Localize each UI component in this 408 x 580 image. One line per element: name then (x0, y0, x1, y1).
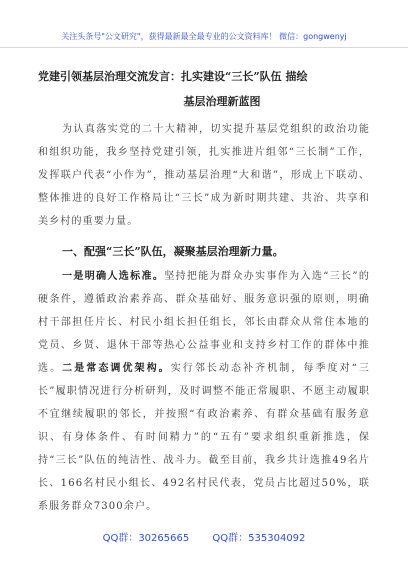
section-heading-1: 一、配强“三长”队伍，凝聚基层治理新力量。 (62, 245, 284, 258)
title-line-2: 基层治理新蓝图 (183, 95, 261, 108)
header-banner: 关注头条号"公文研究"，获得最新最全最专业的公文资料库！ 微信：gongwenyj (61, 32, 347, 41)
title-line-1: 党建引领基层治理交流发言：扎实建设“三长”队伍 描绘 (38, 70, 308, 83)
intro-paragraph: 为认真落实党的二十大精神，切实提升基层党组织的政治功能和组织功能，我乡坚持党建引领，扎实推进片组邻“三长制”工作，发挥联户代表“小作为”，推动基层治理“大和谐”，形成上下联动、整体推进的良好工作格局让“三长”成为新时期共建、共治、共享和美乡村的重要力量。 (38, 124, 370, 227)
document-title (38, 64, 370, 114)
point-2-text: 实行邻长动态补齐机制，每季度对“三长”履职情况进行分析研判，及时调整不能正常履职、不愿主动履职不宜继续履职的邻长，并按照“有政治素养、有群众基础有服务意识、有身体条件、有时间精力”的“五有”要求组织重新推选，保持“三长”队伍的纯洁性、战斗力。截至目前，我乡共计选推49名片长、166名村民小组长、492名村民代表，党员占比超过50%，联系服务群众7300余户。 (38, 363, 370, 512)
footer-contacts (0, 529, 408, 544)
point-1-text: 坚持把能为群众办实事作为入选“三长”的硬条件，遵循政治素养高、群众基础好、服务意识强的原则，明确村干部担任片长、村民小组长担任组长，邻长由群众从常住本地的党员、乡贤、退休干部等热心公益事业和支持乡村工作的群体中推选。 (38, 271, 371, 374)
point-1-lead: 一是明确人选标准。 (62, 271, 165, 282)
header-divider (0, 47, 408, 48)
point-2-lead: 二是常态调优架构。 (62, 363, 171, 374)
footer-qq-2: QQ群：535304092 (212, 533, 306, 544)
footer-qq-1: QQ群：30265665 (102, 533, 190, 544)
section-1-paragraph (38, 265, 370, 518)
